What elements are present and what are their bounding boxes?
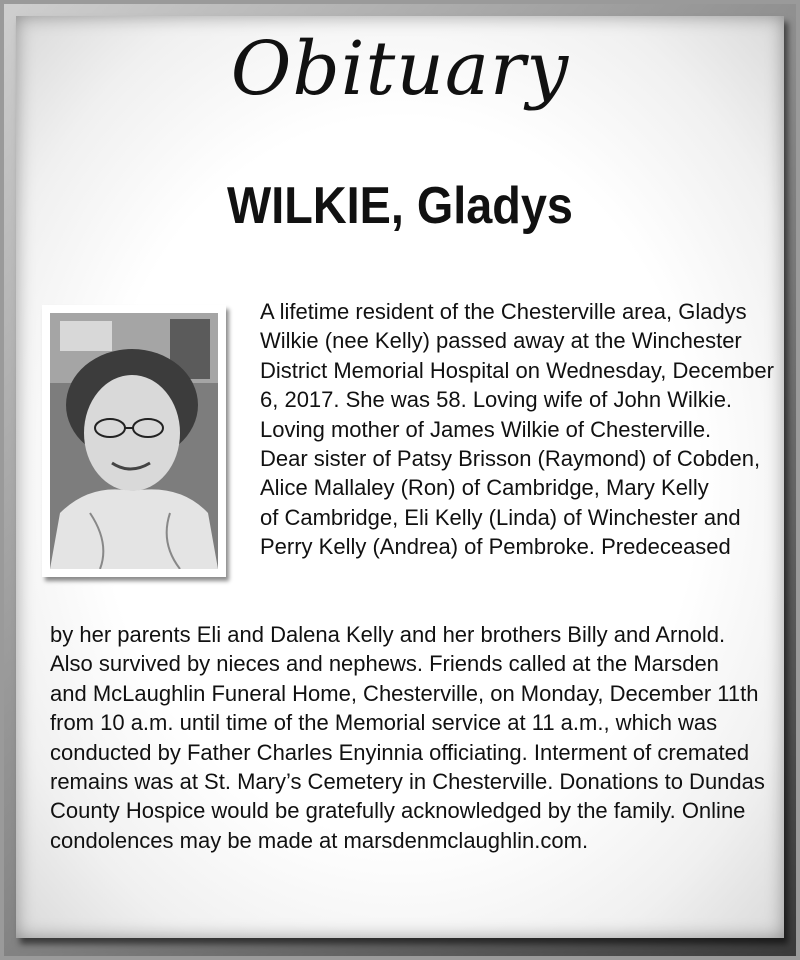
body-line: from 10 a.m. until time of the Memorial service at 11 a.m., which was: [50, 710, 718, 736]
portrait-photo: [42, 305, 226, 577]
body-line: of Cambridge, Eli Kelly (Linda) of Winchester and: [260, 504, 741, 530]
body-line: Dear sister of Patsy Brisson (Raymond) of Cobden,: [260, 446, 761, 472]
body-line: Also survived by nieces and nephews. Friends called at the Marsden: [50, 651, 719, 677]
body-line: Loving mother of James Wilkie of Chesterville.: [260, 416, 712, 442]
body-line: condolences may be made at marsdenmclaughlin.com.: [50, 827, 589, 853]
obituary-body-lower: [50, 620, 780, 855]
body-line: 6, 2017. She was 58. Loving wife of John Wilkie.: [260, 387, 733, 413]
body-line: Wilkie (nee Kelly) passed away at the Winchester: [260, 328, 742, 354]
obituary-heading: Obituary: [230, 26, 570, 112]
portrait-illustration: [50, 313, 218, 569]
deceased-name: WILKIE, Gladys: [227, 177, 573, 235]
photo-image: [50, 313, 218, 569]
obituary-body-upper: [260, 297, 780, 562]
body-line: A lifetime resident of the Chesterville area, Gladys: [260, 299, 747, 324]
body-line: remains was at St. Mary’s Cemetery in Chesterville. Donations to Dundas: [50, 769, 765, 795]
body-line: Alice Mallaley (Ron) of Cambridge, Mary Kelly: [260, 475, 709, 501]
body-line: Perry Kelly (Andrea) of Pembroke. Predeceased: [260, 534, 731, 560]
body-line: and McLaughlin Funeral Home, Chesterville, on Monday, December 11th: [50, 680, 759, 706]
body-line: District Memorial Hospital on Wednesday, December: [260, 357, 774, 383]
body-line: County Hospice would be gratefully acknowledged by the family. Online: [50, 798, 746, 824]
body-line: conducted by Father Charles Enyinnia officiating. Interment of cremated: [50, 739, 750, 765]
body-line: by her parents Eli and Dalena Kelly and her brothers Billy and Arnold.: [50, 622, 726, 647]
